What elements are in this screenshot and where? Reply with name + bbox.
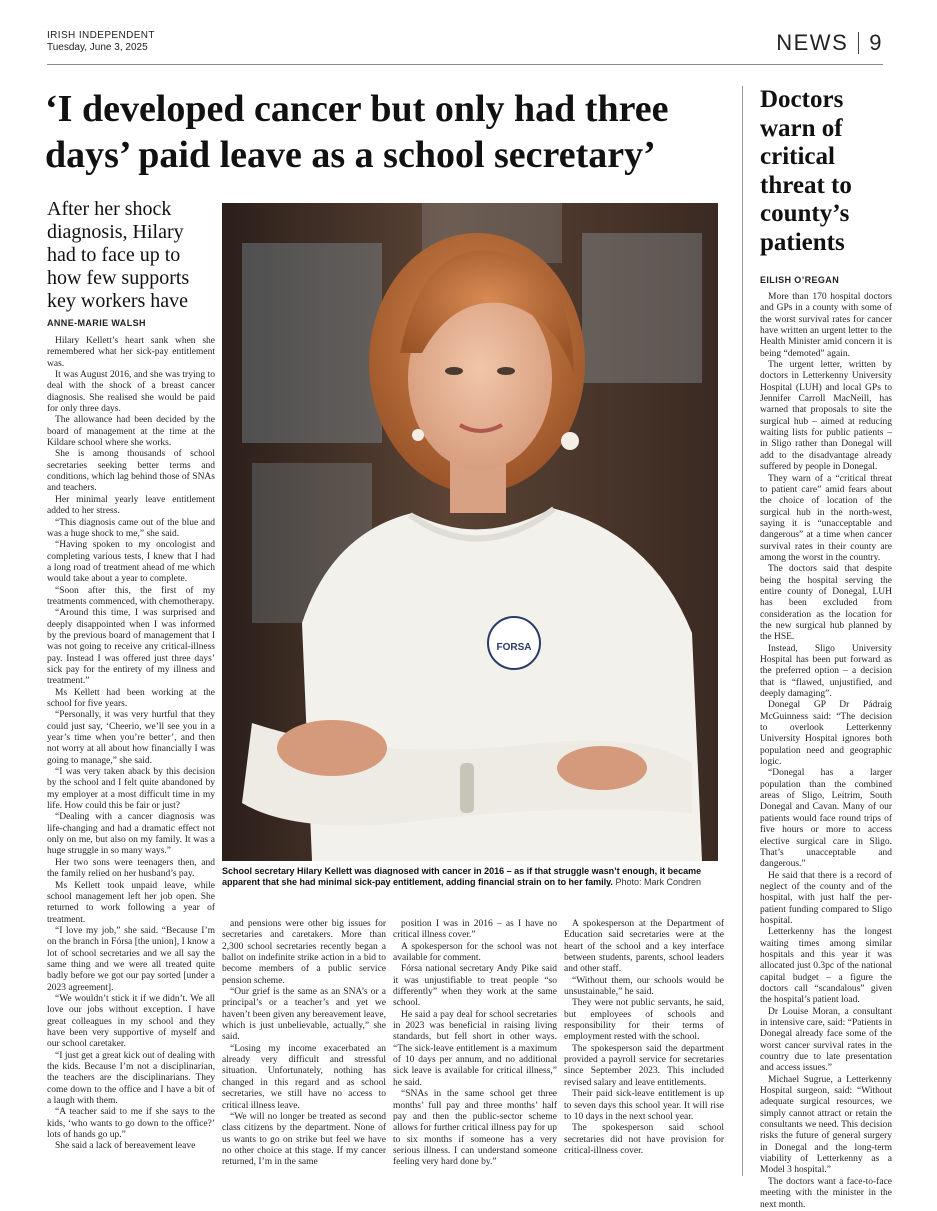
paragraph: Letterkenny has the longest waiting times among similar hospitals and this year it was allocated just 0.3pc of the national capital budget – a figure the doctors call “scandalous” given the hospital’s patient load. [760, 927, 892, 1006]
paragraph: “Soon after this, the first of my treatments commenced, with chemotherapy. [47, 585, 215, 607]
section-divider [858, 32, 859, 54]
paragraph: Dr Louise Moran, a consultant in intensive care, said: “Patients in Donegal already face some of the worst cancer survival rates in the country due to late presentation and access issues.” [760, 1006, 892, 1074]
paragraph: “Having spoken to my oncologist and completing various tests, I knew that I had a long road of treatment ahead of me which would take about a year to complete. [47, 540, 215, 585]
paragraph: “I love my job,” she said. “Because I’m on the branch in Fórsa [the union], I know a lot of school secretaries and we all say the same thing and we were all treated quite badly before we got our pay sorted [under a 2023 agreement]. [47, 925, 215, 993]
paragraph: She said a lack of bereavement leave [55, 1141, 196, 1152]
paragraph: “Donegal has a larger population than the combined areas of Sligo, Leitrim, South Donegal and Cavan. Many of our patients would face round trips of five hours or more to access elective surgical care in Sligo. That’s unacceptable and dangerous.” [760, 768, 892, 870]
paragraph: The doctors said that despite being the hospital serving the entire county of Donegal, LUH has been excluded from consideration as the location for the new surgical hub planned by the HSE. [760, 564, 892, 643]
paper-name: IRISH INDEPENDENT [47, 30, 155, 41]
paragraph: She is among thousands of school secretaries seeking better terms and conditions, which lag behind those of SNAs and teachers. [47, 449, 215, 494]
paragraph: He said that there is a record of neglect of the county and of the hospital, with just half the per-patient funding compared to Sligo hospital. [760, 870, 892, 926]
portrait-illustration [222, 203, 718, 861]
main-byline: ANNE-MARIE WALSH [47, 318, 146, 328]
paragraph: The spokesperson said school secretaries did not have provision for critical-illness cover. [564, 1123, 724, 1156]
article-column-1 [47, 336, 215, 1153]
portrait-photo [222, 203, 718, 861]
photo-caption [222, 866, 718, 888]
article-column-3 [393, 919, 557, 1169]
paragraph: “Without them, our schools would be unsustainable,” he said. [564, 975, 724, 998]
masthead [47, 30, 155, 54]
paragraph: “Around this time, I was surprised and deeply disappointed when I was informed by the previous board of management that I was not going to receive any critical-illness pay. Instead I was offered just three days’ sick pay for the entirety of my illness and treatment.” [47, 608, 215, 687]
paragraph: “Losing my income exacerbated an already very difficult and stressful situation. Unfortunately, nothing has changed in this regard and as school secretaries, we still have no access to critical illness leave. [222, 1043, 386, 1111]
paragraph: “Dealing with a cancer diagnosis was life-changing and had a dramatic effect not only on me, but also on my family. It was a huge struggle in so many ways.” [47, 812, 215, 857]
paragraph: More than 170 hospital doctors and GPs in a county with some of the worst survival rates for cancer have written an urgent letter to the Health Minister amid concern it is being “demoted” again. [760, 292, 892, 359]
top-rule [47, 64, 883, 65]
paragraph: They were not public servants, he said, but employees of schools and responsibility for their terms of employment rested with the school. [564, 998, 724, 1043]
section-header [776, 30, 883, 56]
paragraph: A spokesperson at the Department of Education said secretaries were at the heart of the school and a key interface between students, parents, school leaders and other staff. [564, 919, 724, 975]
paragraph: “This diagnosis came out of the blue and was a huge shock to me,” she said. [47, 517, 215, 539]
paragraph: Instead, Sligo University Hospital has been put forward as the preferred option – a decision that is “flawed, unjustified, and deeply damaging”. [760, 643, 892, 700]
section-name: NEWS [776, 30, 849, 55]
side-byline: EILISH O’REGAN [760, 275, 840, 285]
paragraph: A spokesperson for the school was not available for comment. [393, 941, 557, 964]
paragraph: Michael Sugrue, a Letterkenny Hospital surgeon, said: “Without adequate surgical resources, we simply cannot attract or retain the consultants we need. This decision risks the future of general surgery in Donegal and the long-term viability of Letterkenny as a Model 3 hospital.” [760, 1074, 893, 1176]
caption-text: School secretary Hilary Kellett was diagnosed with cancer in 2016 – as if that struggle wasn’t enough, it became apparent that she had minimal sick-pay entitlement, adding financial strain on to her family. [222, 866, 702, 887]
paragraph: Donegal GP Dr Pádraig McGuinness said: “The decision to overlook Letterkenny University Hospital ignores both population need and geographic logic. [760, 700, 892, 768]
article-column-4 [564, 919, 724, 1157]
paragraph: They warn of a “critical threat to patient care” amid fears about the choice of location of the surgical hub in the north-west, saying it is “unacceptable and dangerous” at a time when cancer survival rates in their county are among the worst in the country. [760, 473, 892, 563]
paragraph: Their paid sick-leave entitlement is up to seven days this school year. It will rise to 10 days in the next school year. [564, 1089, 724, 1122]
paragraph: Ms Kellett took unpaid leave, while school management left her job open. She returned to work following a year of treatment. [47, 880, 215, 925]
paragraph: “I was very taken aback by this decision by the school and I felt quite abandoned by my employer at a most difficult time in my life. How could this be fair or just? [47, 767, 215, 812]
paragraph: The doctors want a face-to-face meeting with the minister in the next month. [760, 1176, 892, 1210]
side-headline: Doctors warn of critical threat to county’s patients [760, 86, 852, 256]
article-column-2 [222, 919, 386, 1169]
paragraph: and pensions were other big issues for secretaries and caretakers. More than 2,300 school secretaries recently began a ballot on indefinite strike action in a bid to become members of a public service pension scheme. [222, 919, 386, 986]
paragraph: “We will no longer be treated as second class citizens by the department. None of us wants to go on strike but feel we have no other choice at this stage. If my cancer returned, I’m in the same [222, 1111, 386, 1168]
paragraph: “A teacher said to me if she says to the kids, ‘who wants to go down to the office?’ lots of hands go up.” [47, 1107, 215, 1141]
paragraph: “Personally, it was very hurtful that they could just say, ‘Cheerio, we’ll see you in a year’s time when you’re better’, and then not worry at all about how financially I was going to manage,” she said. [47, 710, 215, 766]
paragraph: Her two sons were teenagers then, and the family relied on her husband’s pay. [47, 857, 215, 880]
paragraph: “We wouldn’t stick it if we didn’t. We all love our jobs without exception. I have great colleagues in my school and they have been very supportive of myself and our school caretaker. [47, 993, 215, 1050]
paragraph: “SNAs in the same school get three months’ full pay and three months’ half pay and then the public-sector scheme allows for further critical illness pay for up to six months if someone has a very serious illness. I can understand someone feeling very hard done by.” [393, 1089, 557, 1168]
side-article-body [760, 292, 892, 1211]
paragraph: “I just get a great kick out of dealing with the kids. Because I’m not a disciplinarian, the teachers are the disciplinarians. They come down to the office and I have a bit of a laugh with them. [47, 1050, 215, 1107]
paragraph: Fórsa national secretary Andy Pike said it was unjustifiable to treat people “so differently” when they work at the same school. [393, 964, 557, 1009]
paragraph: It was August 2016, and she was trying to deal with the shock of a breast cancer diagnosis. She realised she would be paid for only three days. [47, 370, 215, 415]
main-headline: ‘I developed cancer but only had three days’ paid leave as a school secretary’ [45, 88, 669, 176]
issue-date: Tuesday, June 3, 2025 [47, 42, 148, 53]
standfirst: After her shock diagnosis, Hilary had to face up to how few supports key workers have [47, 198, 190, 312]
paragraph: Hilary Kellett’s heart sank when she remembered what her sick-pay entitlement was. [47, 336, 215, 369]
badge-text: FORSA [496, 642, 532, 653]
photo-credit: Photo: Mark Condren [615, 877, 701, 887]
paragraph: The allowance had been decided by the board of management at the time at the Kildare school where she works. [47, 415, 215, 449]
paragraph: The urgent letter, written by doctors in Letterkenny University Hospital (LUH) and local GPs to Jennifer Carroll MacNeill, has warned that proposals to site the surgical hub – aimed at reducing waiting lists for public patients – in Sligo rather than Donegal will add to the disadvantage already suffered by people in Donegal. [760, 360, 892, 473]
paragraph: The spokesperson said the department provided a payroll service for secretaries since September 2023. This included revised salary and leave entitlements. [564, 1043, 724, 1088]
paragraph: position I was in 2016 – as I have no critical illness cover.” [393, 919, 557, 941]
paragraph: “Our grief is the same as an SNA’s or a principal’s or a teacher’s and yet we haven’t been given any bereavement leave, which is just unbelievable, actually,” she said. [222, 987, 386, 1043]
page-number: 9 [869, 30, 883, 55]
paragraph: Ms Kellett had been working at the school for five years. [47, 687, 215, 709]
paragraph: He said a pay deal for school secretaries in 2023 was beneficial in raising living standards, but fell short in other ways. “The sick-leave entitlement is a maximum of 10 days per annum, and no additional sick leave is available for critical illness,” he said. [393, 1009, 557, 1088]
paragraph: Her minimal yearly leave entitlement added to her stress. [47, 494, 215, 517]
column-divider [742, 86, 743, 1176]
